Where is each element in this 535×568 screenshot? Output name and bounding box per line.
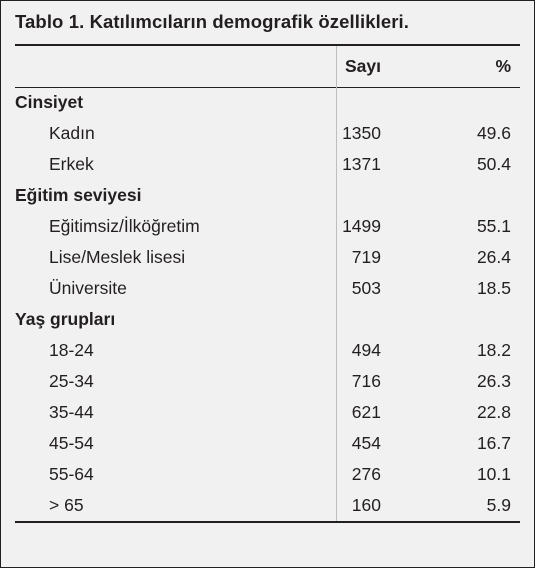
row-percent: 26.4: [476, 247, 511, 267]
row-count: 1350: [342, 123, 381, 143]
group-row: [1, 304, 534, 335]
table-row: [1, 335, 534, 366]
header-count: Sayı: [345, 56, 381, 76]
row-label: Eğitimsiz/İlköğretim: [49, 216, 200, 236]
row-count: 276: [351, 464, 381, 484]
row-percent: 22.8: [476, 402, 511, 422]
row-percent: 16.7: [476, 433, 511, 453]
row-label: Kadın: [49, 123, 95, 143]
header-row: [1, 51, 534, 82]
header-percent: %: [495, 56, 511, 76]
row-count: 160: [351, 495, 381, 515]
row-label: 18-24: [49, 340, 94, 360]
row-label: 45-54: [49, 433, 94, 453]
table-row: [1, 273, 534, 304]
row-count: 719: [351, 247, 381, 267]
row-percent: 5.9: [486, 495, 511, 515]
group-title: Yaş grupları: [15, 309, 116, 329]
group-row: [1, 180, 534, 211]
row-count: 503: [351, 278, 381, 298]
row-count: 621: [351, 402, 381, 422]
table-row: [1, 242, 534, 273]
row-percent: 26.3: [476, 371, 511, 391]
table-row: [1, 428, 534, 459]
row-label: 55-64: [49, 464, 94, 484]
group-title: Eğitim seviyesi: [15, 185, 142, 205]
row-label: 35-44: [49, 402, 94, 422]
row-label: > 65: [49, 495, 84, 515]
table-row: [1, 211, 534, 242]
row-percent: 55.1: [476, 216, 511, 236]
row-percent: 49.6: [476, 123, 511, 143]
row-count: 1371: [342, 154, 381, 174]
row-label: 25-34: [49, 371, 94, 391]
row-label: Erkek: [49, 154, 94, 174]
table-row: [1, 397, 534, 428]
table-row: [1, 490, 534, 521]
row-percent: 10.1: [476, 464, 511, 484]
group-row: [1, 87, 534, 118]
group-title: Cinsiyet: [15, 92, 84, 112]
table-row: [1, 118, 534, 149]
table-row: [1, 366, 534, 397]
row-count: 1499: [342, 216, 381, 236]
top-rule: [15, 44, 520, 46]
row-count: 716: [351, 371, 381, 391]
row-count: 454: [351, 433, 381, 453]
bottom-rule: [15, 521, 520, 523]
row-percent: 50.4: [476, 154, 511, 174]
row-label: Üniversite: [49, 278, 127, 298]
table-caption: Tablo 1. Katılımcıların demografik özellikleri.: [15, 11, 409, 32]
row-count: 494: [351, 340, 381, 360]
table-row: [1, 149, 534, 180]
table-row: [1, 459, 534, 490]
row-label: Lise/Meslek lisesi: [49, 247, 186, 267]
row-percent: 18.5: [476, 278, 511, 298]
row-percent: 18.2: [476, 340, 511, 360]
